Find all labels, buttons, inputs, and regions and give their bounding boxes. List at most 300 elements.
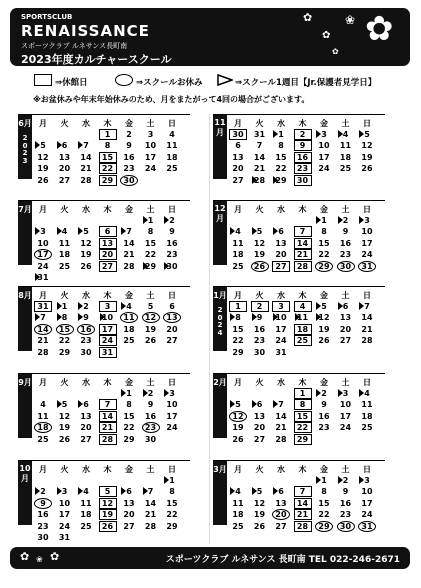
- calendar-day: 1: [56, 301, 74, 312]
- weekday-header: 日: [168, 119, 176, 128]
- weekday-header: 水: [82, 119, 90, 128]
- calendar-day: 27: [253, 434, 266, 444]
- calendar-day: 23: [123, 164, 135, 174]
- weekday-header: 木: [298, 465, 307, 474]
- calendar-day: 3: [315, 129, 333, 140]
- calendar-day: 10: [166, 400, 178, 410]
- calendar-day: 21: [37, 336, 49, 346]
- calendar-day: 19: [37, 164, 49, 174]
- calendar-day: 26: [99, 521, 117, 532]
- calendar-day: 27: [166, 336, 178, 346]
- calendar-day: 23: [142, 422, 160, 433]
- calendar-day: 5: [251, 486, 269, 497]
- calendar-day: 7: [120, 226, 138, 237]
- weekday-header: 金: [320, 291, 328, 300]
- calendar-day: 28: [361, 336, 373, 346]
- calendar-day: 24: [361, 250, 373, 260]
- weekday-header: 金: [320, 119, 328, 128]
- calendar-day: 11: [166, 141, 178, 151]
- calendar-day: 18: [123, 324, 135, 334]
- calendar-day: 9: [251, 312, 269, 323]
- calendar-day: 26: [58, 434, 71, 444]
- calendar-day: 23: [318, 423, 330, 433]
- weekday-header: 土: [146, 378, 155, 387]
- calendar-day: 10: [272, 312, 290, 323]
- calendar-day: 11: [80, 498, 92, 508]
- calendar-day: 24: [144, 164, 157, 174]
- calendar-day: 17: [361, 498, 373, 508]
- calendar-day: 21: [361, 324, 373, 334]
- calendar-day: 16: [77, 324, 95, 335]
- calendar-day: 2: [251, 301, 269, 312]
- weekday-header: 金: [125, 119, 133, 128]
- calendar-day: 24: [58, 521, 71, 531]
- calendar-day: 31: [253, 130, 266, 139]
- calendar-day: 17: [339, 411, 352, 421]
- calendar-day: 31: [58, 533, 71, 542]
- calendar-day: 5: [358, 129, 376, 140]
- calendar-day: 29: [294, 434, 312, 445]
- calendar-day: 16: [123, 152, 135, 162]
- calendar-day: 21: [80, 164, 92, 174]
- calendar-day: 4: [358, 388, 376, 399]
- calendar-day: 11: [361, 400, 373, 410]
- calendar-day: 18: [361, 411, 373, 421]
- calendar-day: 14: [275, 411, 287, 421]
- calendar-day: 6: [272, 226, 290, 237]
- calendar-day: 15: [318, 498, 330, 508]
- calendar-day: 24: [318, 164, 330, 174]
- calendar-day: 1: [315, 215, 333, 226]
- flower-icon: ✿: [20, 550, 30, 563]
- calendar-day: 12: [315, 312, 333, 323]
- calendar-day: 3: [56, 486, 74, 497]
- calendar-day: 2: [337, 475, 355, 486]
- month-panel: [18, 200, 190, 282]
- calendar-day: 30: [337, 261, 355, 272]
- calendar-day: 21: [123, 250, 135, 260]
- calendar-day: 17: [166, 411, 178, 421]
- weekday-header: 月: [39, 465, 47, 474]
- calendar-day: 21: [294, 509, 312, 520]
- calendar-day: 7: [256, 141, 263, 151]
- month-label: 2月: [213, 374, 227, 438]
- weekday-header: 水: [82, 291, 90, 300]
- calendar-day: 6: [272, 486, 290, 497]
- year-label: 2 0 2 3: [22, 134, 28, 166]
- holiday-icon: [115, 74, 133, 86]
- calendar-day: 25: [339, 164, 352, 174]
- calendar-day: 27: [232, 175, 244, 185]
- calendar-day: 18: [34, 422, 52, 433]
- weekday-header: 土: [341, 465, 350, 474]
- calendar-day: 3: [34, 226, 52, 237]
- calendar-day: 24: [37, 261, 49, 271]
- calendar-day: 25: [361, 423, 373, 433]
- calendar-day: 17: [275, 324, 287, 334]
- divider: [209, 114, 210, 544]
- footer-banner: [10, 547, 410, 569]
- calendar-day: 23: [339, 510, 352, 520]
- weekday-header: 火: [60, 291, 69, 300]
- weekday-header: 水: [82, 378, 90, 387]
- calendar-day: 25: [232, 521, 244, 531]
- calendar-day: 12: [80, 238, 92, 248]
- weekday-header: 月: [39, 291, 47, 300]
- calendar-day: 30: [163, 261, 181, 272]
- calendar-day: 11: [120, 312, 138, 323]
- weekday-header: 火: [60, 205, 69, 214]
- calendar-day: 14: [99, 411, 117, 422]
- month-panel: [18, 286, 190, 361]
- calendar-day: 2: [142, 388, 160, 399]
- calendar-day: 7: [294, 226, 312, 237]
- weekday-header: 月: [234, 119, 242, 128]
- weekday-header: 木: [103, 465, 112, 474]
- calendar-day: 22: [123, 423, 135, 433]
- calendar-day: 27: [275, 521, 287, 531]
- calendar-day: 3: [147, 130, 154, 139]
- month-panel: [18, 373, 190, 448]
- month-label: 8月: [18, 287, 32, 351]
- calendar-day: 13: [163, 312, 181, 323]
- calendar-day: 10: [37, 238, 49, 248]
- calendar-day: 28: [37, 347, 49, 357]
- calendar-day: 17: [99, 324, 117, 335]
- calendar-day: 4: [77, 486, 95, 497]
- calendar-day: 11: [37, 411, 49, 421]
- weekday-header: 日: [168, 465, 176, 474]
- calendar-day: 19: [318, 324, 330, 334]
- weekday-header: 火: [255, 378, 264, 387]
- calendar-day: 29: [166, 521, 178, 531]
- month-panel: [213, 373, 385, 448]
- calendar-day: 20: [272, 509, 290, 520]
- weekday-header: 水: [277, 291, 285, 300]
- calendar-day: 26: [37, 175, 49, 185]
- flower-icon: ❀: [345, 13, 356, 27]
- calendar-day: 26: [144, 336, 157, 346]
- month-label: 3月: [213, 461, 227, 525]
- calendar-day: 30: [120, 175, 138, 186]
- calendar-day: 21: [144, 510, 157, 520]
- month-label: 1月 2 0 2 4: [213, 287, 227, 351]
- calendar-day: 29: [315, 261, 333, 272]
- calendar-day: 27: [339, 336, 352, 346]
- calendar-day: 31: [99, 347, 117, 358]
- calendar-day: 23: [253, 336, 266, 346]
- calendar-day: 14: [253, 152, 266, 162]
- calendar-day: 1: [99, 129, 117, 140]
- flower-icon: ✿: [50, 550, 60, 563]
- calendar-day: 23: [37, 521, 49, 531]
- calendar-day: 23: [294, 163, 312, 174]
- calendar-day: 10: [99, 312, 117, 323]
- weekday-header: 月: [234, 291, 242, 300]
- calendar-day: 18: [232, 250, 244, 260]
- calendar-day: 24: [361, 510, 373, 520]
- weekday-header: 土: [341, 205, 350, 214]
- weekday-header: 火: [60, 378, 69, 387]
- calendar-day: 2: [126, 130, 132, 139]
- calendar-day: 21: [253, 164, 266, 174]
- calendar-day: 22: [99, 163, 117, 174]
- closed-day-icon: [34, 74, 52, 86]
- calendar-day: 26: [232, 434, 244, 444]
- weekday-header: 木: [103, 119, 112, 128]
- calendar-day: 17: [318, 152, 330, 162]
- calendar-day: 19: [253, 250, 266, 260]
- calendar-day: 9: [147, 400, 154, 410]
- calendar-day: 18: [58, 250, 71, 260]
- weekday-header: 月: [234, 205, 242, 214]
- calendar-day: 29: [58, 347, 71, 357]
- calendar-day: 20: [58, 164, 71, 174]
- calendar-day: 1: [272, 129, 290, 140]
- calendar-day: 26: [318, 336, 330, 346]
- weekday-header: 日: [363, 465, 371, 474]
- calendar-day: 27: [272, 261, 290, 272]
- calendar-day: 11: [339, 141, 352, 151]
- calendar-day: 31: [34, 301, 52, 312]
- calendar-day: 20: [232, 164, 244, 174]
- weekday-header: 日: [363, 378, 371, 387]
- calendar-day: 12: [253, 498, 266, 508]
- weekday-header: 月: [234, 465, 242, 474]
- calendar-day: 16: [253, 324, 266, 334]
- calendar-day: 2: [163, 215, 181, 226]
- calendar-day: 20: [339, 324, 352, 334]
- weekday-header: 金: [320, 378, 328, 387]
- calendar-day: 16: [339, 498, 352, 508]
- calendar-day: 7: [142, 486, 160, 497]
- calendar-day: 12: [37, 152, 49, 162]
- calendar-day: 5: [229, 399, 247, 410]
- calendar-day: 21: [99, 422, 117, 433]
- calendar-day: 8: [321, 487, 327, 497]
- calendar-day: 22: [166, 510, 178, 520]
- calendar-day: 28: [251, 175, 269, 186]
- legend-closed: ⇒休館日: [55, 78, 88, 88]
- calendar-day: 24: [275, 336, 287, 346]
- calendar-day: 4: [169, 130, 175, 139]
- calendar-day: 6: [99, 226, 117, 237]
- calendar-day: 12: [142, 312, 160, 323]
- month-panel: [213, 460, 385, 535]
- calendar-day: 23: [166, 250, 178, 260]
- month-label: 9月: [18, 374, 32, 438]
- calendar-day: 20: [123, 510, 135, 520]
- header-banner: [10, 8, 410, 66]
- weekday-header: 火: [255, 465, 264, 474]
- calendar-day: 13: [58, 152, 71, 162]
- calendar-day: 4: [40, 400, 46, 410]
- legend: [34, 74, 406, 88]
- calendar-day: 1: [294, 388, 312, 399]
- weekday-header: 土: [341, 119, 350, 128]
- weekday-header: 水: [277, 378, 285, 387]
- weekday-header: 月: [234, 378, 242, 387]
- calendar-day: 6: [120, 486, 138, 497]
- weekday-header: 月: [39, 205, 47, 214]
- calendar-day: 8: [229, 312, 247, 323]
- calendar-day: 6: [77, 399, 95, 410]
- calendar-day: 29: [142, 261, 160, 272]
- calendar-day: 15: [144, 238, 157, 248]
- calendar-day: 22: [232, 336, 244, 346]
- calendar-day: 30: [337, 521, 355, 532]
- calendar-day: 5: [56, 399, 74, 410]
- weekday-header: 土: [146, 291, 155, 300]
- calendar-day: 12: [361, 141, 373, 151]
- calendar-day: 5: [99, 486, 117, 497]
- calendar-day: 18: [294, 324, 312, 335]
- calendar-day: 4: [229, 486, 247, 497]
- calendar-day: 10: [339, 400, 352, 410]
- weekday-header: 火: [60, 119, 69, 128]
- calendar-day: 22: [318, 250, 330, 260]
- calendar-day: 19: [80, 250, 92, 260]
- weekday-header: 土: [341, 291, 350, 300]
- calendar-day: 25: [123, 336, 135, 346]
- calendar-day: 16: [294, 152, 312, 163]
- calendar-day: 26: [80, 261, 92, 271]
- calendar-day: 4: [294, 301, 312, 312]
- calendar-day: 12: [253, 238, 266, 248]
- calendar-day: 6: [235, 141, 241, 151]
- month-label: 10月: [18, 461, 32, 525]
- calendar-day: 20: [166, 324, 178, 334]
- calendar-day: 29: [232, 347, 244, 357]
- month-panel: [213, 200, 385, 275]
- weekday-header: 木: [298, 205, 307, 214]
- calendar-day: 26: [251, 261, 269, 272]
- page-title: 2023年度カルチャースクール: [21, 53, 172, 66]
- calendar-day: 19: [361, 152, 373, 162]
- calendar-day: 29: [123, 434, 135, 444]
- weekday-header: 金: [125, 205, 133, 214]
- flower-icon: ✿: [303, 11, 313, 24]
- calendar-day: 7: [358, 301, 376, 312]
- club-branch: スポーツクラブ ルネサンス長町南: [21, 42, 128, 50]
- calendar-day: 25: [58, 261, 71, 271]
- calendar-day: 6: [251, 399, 269, 410]
- calendar-day: 31: [275, 347, 287, 357]
- weekday-header: 金: [125, 291, 133, 300]
- calendar-day: 5: [34, 140, 52, 151]
- calendar-day: 5: [251, 226, 269, 237]
- calendar-day: 13: [232, 152, 244, 162]
- weekday-header: 水: [82, 205, 90, 214]
- calendar-day: 3: [163, 388, 181, 399]
- weekday-header: 木: [298, 378, 307, 387]
- month-panel: [213, 286, 385, 361]
- calendar-day: 15: [275, 152, 287, 162]
- calendar-day: 20: [80, 423, 92, 433]
- weekday-header: 金: [320, 205, 328, 214]
- calendar-day: 5: [77, 226, 95, 237]
- calendar-day: 7: [34, 312, 52, 323]
- calendar-day: 6: [169, 302, 175, 311]
- calendar-day: 30: [144, 434, 157, 444]
- calendar-day: 16: [166, 238, 178, 248]
- calendar-day: 29: [315, 521, 333, 532]
- calendar-day: 6: [337, 301, 355, 312]
- weekday-header: 月: [39, 378, 47, 387]
- calendar-day: 14: [80, 152, 92, 162]
- weekday-header: 日: [168, 378, 176, 387]
- footer-contact: スポーツクラブ ルネサンス 長町南 TEL 022-246-2671: [165, 555, 400, 565]
- calendar-day: 1: [315, 475, 333, 486]
- calendar-day: 18: [232, 510, 244, 520]
- calendar-day: 30: [37, 533, 49, 542]
- calendar-day: 4: [337, 129, 355, 140]
- calendar-day: 8: [56, 312, 74, 323]
- month-label: 7月: [18, 201, 32, 265]
- calendar-day: 8: [169, 487, 175, 497]
- calendar-day: 27: [58, 175, 71, 185]
- weekday-header: 金: [320, 465, 328, 474]
- month-label: 12月: [213, 201, 227, 265]
- calendar-day: 10: [58, 498, 71, 508]
- calendar-day: 24: [99, 335, 117, 346]
- calendar-day: 19: [253, 510, 266, 520]
- calendar-day: 18: [80, 510, 92, 520]
- calendar-day: 29: [99, 175, 117, 186]
- calendar-day: 17: [34, 249, 52, 260]
- calendar-day: 20: [99, 249, 117, 260]
- weekday-header: 月: [39, 119, 47, 128]
- calendar-day: 10: [361, 227, 373, 237]
- calendar-day: 19: [144, 324, 157, 334]
- weekday-header: 日: [363, 205, 371, 214]
- calendar-day: 30: [80, 347, 92, 357]
- calendar-day: 14: [294, 238, 312, 249]
- calendar-day: 28: [80, 175, 92, 185]
- calendar-day: 13: [253, 411, 266, 421]
- calendar-day: 15: [294, 411, 312, 422]
- legend-first-week: ⇒スクール1週目【Jr.保護者見学日】: [235, 78, 377, 88]
- calendar-day: 3: [272, 301, 290, 312]
- calendar-day: 19: [58, 423, 71, 433]
- calendar-day: 11: [58, 238, 71, 248]
- calendar-day: 27: [80, 434, 92, 444]
- calendar-day: 22: [318, 510, 330, 520]
- calendar-day: 25: [80, 521, 92, 531]
- calendar-day: 26: [361, 164, 373, 174]
- calendar-day: 2: [315, 388, 333, 399]
- calendar-day: 30: [253, 347, 266, 357]
- calendar-day: 16: [37, 510, 49, 520]
- calendar-day: 1: [229, 301, 247, 312]
- calendar-day: 22: [275, 164, 287, 174]
- calendar-day: 15: [318, 238, 330, 248]
- calendar-day: 7: [294, 486, 312, 497]
- calendar-day: 14: [361, 313, 373, 323]
- weekday-header: 火: [255, 205, 264, 214]
- calendar-day: 18: [339, 152, 352, 162]
- calendar-day: 28: [123, 261, 135, 271]
- calendar-day: 25: [37, 434, 49, 444]
- calendar-day: 8: [294, 399, 312, 410]
- calendar-day: 25: [232, 261, 244, 271]
- weekday-header: 日: [168, 205, 176, 214]
- month-panel: [213, 114, 385, 189]
- calendar-day: 16: [339, 238, 352, 248]
- calendar-day: 1: [163, 475, 181, 486]
- calendar-day: 30: [294, 175, 312, 186]
- calendar-day: 4: [229, 226, 247, 237]
